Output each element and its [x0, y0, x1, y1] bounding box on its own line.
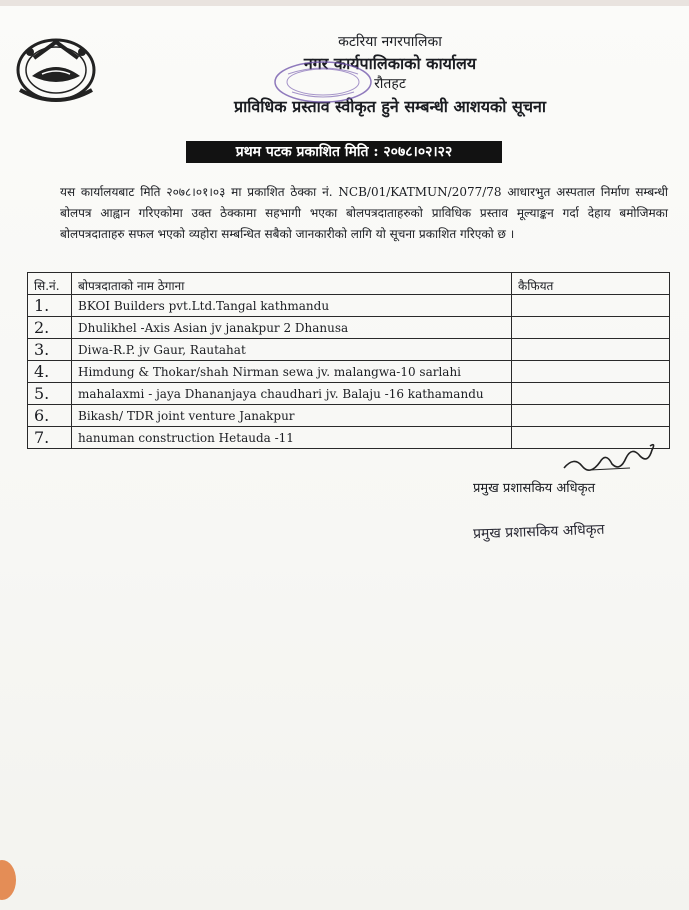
- row-remark: [512, 405, 670, 427]
- government-emblem-seal: [12, 28, 100, 108]
- row-bidder-name: Dhulikhel -Axis Asian jv janakpur 2 Dhanusa: [72, 317, 512, 339]
- notice-title: प्राविधिक प्रस्ताव स्वीकृत हुने सम्बन्धी आशयको सूचना: [233, 97, 547, 116]
- top-edge: [0, 0, 689, 6]
- finger-edge: [0, 860, 16, 900]
- row-serial: 5.: [28, 383, 72, 405]
- row-bidder-name: Himdung & Thokar/shah Nirman sewa jv. malangwa-10 sarlahi: [72, 361, 512, 383]
- header-remarks: कैफियत: [512, 273, 670, 295]
- header-bidder-name: बोपत्रदाताको नाम ठेगाना: [72, 273, 512, 295]
- row-serial: 1.: [28, 295, 72, 317]
- signatory-designation: प्रमुख प्रशासकिय अधिकृत: [473, 481, 596, 496]
- table-row: [28, 317, 670, 339]
- table-row: [28, 405, 670, 427]
- header-serial: सि.नं.: [28, 273, 72, 295]
- office-stamp: [268, 56, 378, 108]
- row-serial: 3.: [28, 339, 72, 361]
- table-header-row: [28, 273, 670, 295]
- row-serial: 4.: [28, 361, 72, 383]
- row-bidder-name: hanuman construction Hetauda -11: [72, 427, 512, 449]
- row-remark: [512, 295, 670, 317]
- row-bidder-name: mahalaxmi - jaya Dhananjaya chaudhari jv. Balaju -16 kathamandu: [72, 383, 512, 405]
- row-remark: [512, 361, 670, 383]
- row-bidder-name: Diwa-R.P. jv Gaur, Rautahat: [72, 339, 512, 361]
- handwritten-signature: [560, 438, 660, 478]
- office-name: नगर कार्यपालिकाको कार्यालय: [303, 54, 477, 73]
- row-remark: [512, 317, 670, 339]
- table-row: [28, 295, 670, 317]
- row-serial: 2.: [28, 317, 72, 339]
- bidders-table: [27, 272, 670, 449]
- row-serial: 6.: [28, 405, 72, 427]
- row-serial: 7.: [28, 427, 72, 449]
- table-row: [28, 339, 670, 361]
- row-remark: [512, 383, 670, 405]
- signatory-designation-handwritten: प्रमुख प्रशासकिय अधिकृत: [472, 521, 605, 543]
- municipality-name: कटरिया नगरपालिका: [338, 34, 442, 50]
- row-bidder-name: BKOI Builders pvt.Ltd.Tangal kathmandu: [72, 295, 512, 317]
- table-row: [28, 361, 670, 383]
- office-location: रौतहट: [374, 76, 406, 92]
- row-bidder-name: Bikash/ TDR joint venture Janakpur: [72, 405, 512, 427]
- table-row: [28, 383, 670, 405]
- row-remark: [512, 339, 670, 361]
- notice-body: यस कार्यालयबाट मिति २०७८।०१।०३ मा प्रकाशित ठेक्का नं. NCB/01/KATMUN/2077/78 आधारभुत अस्पताल निर्माण सम्बन्धी बोलपत्र आह्वान गरिएकोमा उक्त ठेक्कामा सहभागी भएका बोलपत्रदाताहरुको प्राविधिक प्रस्ताव मूल्याङ्कन गर्दा देहाय बमोजिमका बोलपत्रदाताहरु सफल भएको व्यहोरा सम्बन्धित सबैको जानकारीको लागि यो सूचना प्रकाशित गरिएको छ ।: [60, 185, 668, 241]
- publication-date-banner: प्रथम पटक प्रकाशित मिति : २०७८।०२।२२: [186, 141, 502, 163]
